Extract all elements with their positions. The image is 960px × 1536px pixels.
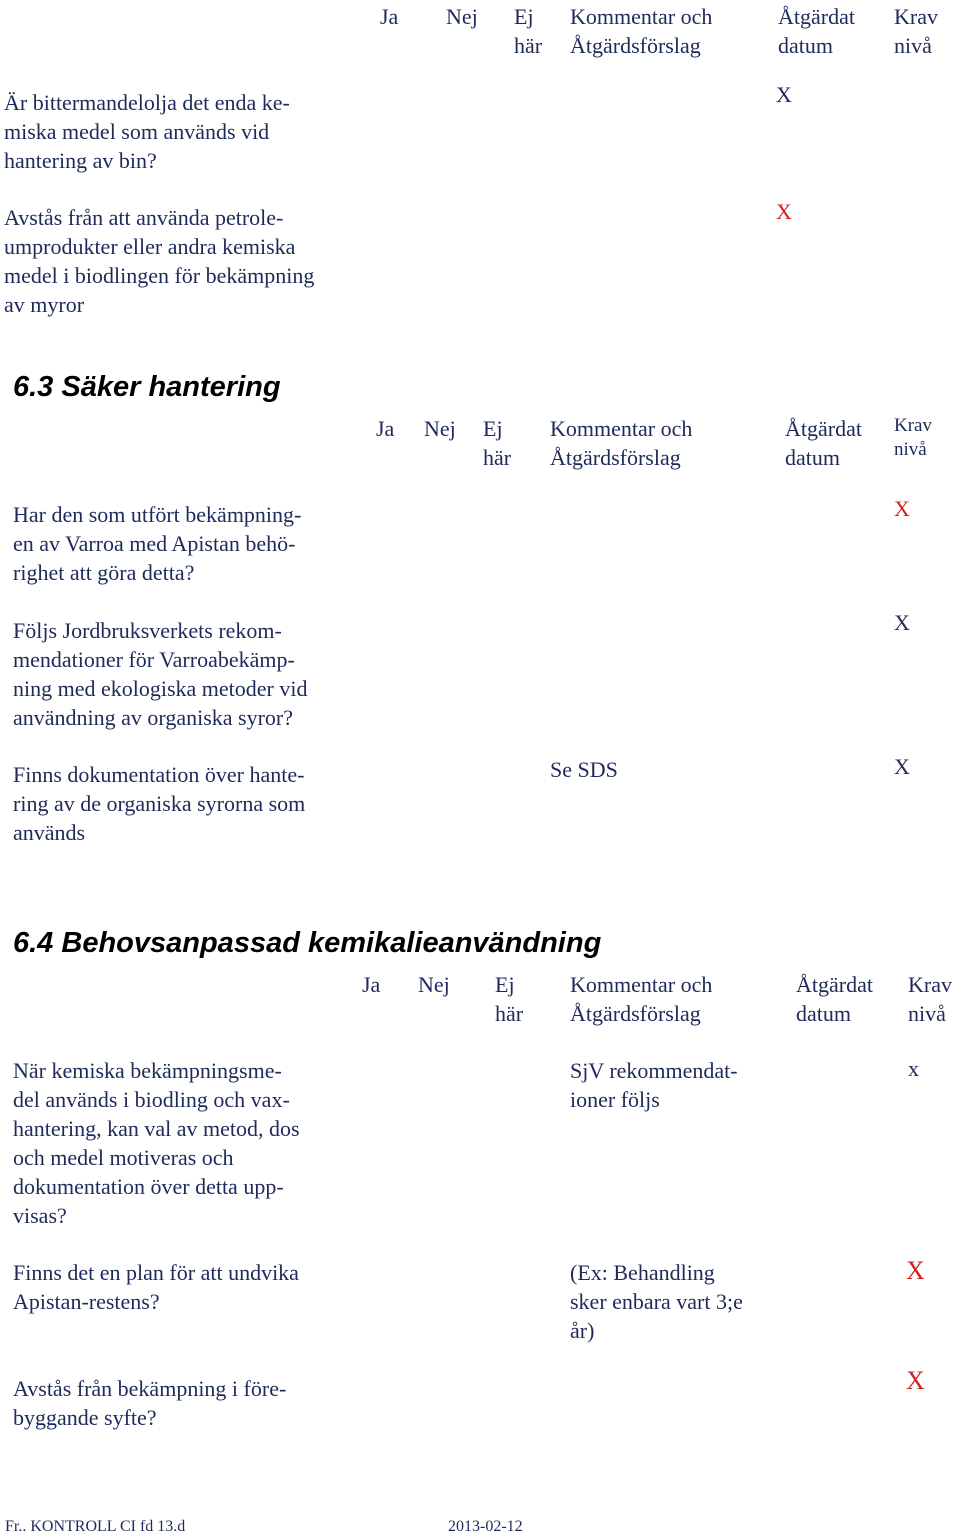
- section-6-4-row-1-mark: x: [908, 1056, 919, 1081]
- section-6-4-header-atgardat: Åtgärdat datum: [796, 972, 873, 1026]
- table1-row-1-mark: X: [776, 82, 792, 107]
- footer-left: Fr.. KONTROLL CI fd 13.d: [5, 1518, 186, 1535]
- section-6-3-header-nej: Nej: [424, 416, 456, 441]
- section-6-3-header-ja: Ja: [376, 416, 395, 441]
- section-6-4-header-krav: Krav nivå: [908, 972, 952, 1026]
- section-6-3-header-kommentar: Kommentar och Åtgärdsförslag: [550, 416, 693, 470]
- table1-header-ej-har: Ej här: [514, 4, 543, 58]
- table1-row-2-mark: X: [776, 199, 792, 224]
- table1-header-kommentar: Kommentar och Åtgärdsförslag: [570, 4, 713, 58]
- section-6-4-row-2-mark: X: [906, 1256, 925, 1285]
- section-6-3-row-1-question: Har den som utfört bekämpning- en av Varroa med Apistan behö- righet att göra detta?: [13, 502, 302, 585]
- table1-header-atgardat: Åtgärdat datum: [778, 4, 855, 58]
- section-6-4-header-ej-har: Ej här: [495, 972, 524, 1026]
- table1-header-ja: Ja: [380, 4, 399, 29]
- section-6-4-row-3-mark: X: [906, 1366, 925, 1395]
- table1-row-2-question: Avstås från att använda petrole- umprodukter eller andra kemiska medel i biodlingen för bekämpning av myror: [4, 205, 315, 317]
- section-6-3-row-3-mark: X: [894, 754, 910, 779]
- section-6-3-row-2-mark: X: [894, 610, 910, 635]
- footer-date: 2013-02-12: [448, 1518, 523, 1535]
- section-6-3-row-3-comment: Se SDS: [550, 757, 618, 782]
- section-6-3-header-atgardat: Åtgärdat datum: [785, 416, 862, 470]
- section-6-4-heading: 6.4 Behovsanpassad kemikalieanvändning: [13, 927, 602, 959]
- section-6-3-row-3-question: Finns dokumentation över hante- ring av de organiska syrorna som används: [13, 762, 306, 845]
- section-6-4-row-2-question: Finns det en plan för att undvika Apistan-restens?: [13, 1260, 299, 1314]
- section-6-3-header-ej-har: Ej här: [483, 416, 512, 470]
- section-6-3-heading: 6.3 Säker hantering: [13, 371, 281, 403]
- section-6-4-row-1-question: När kemiska bekämpningsme- del används i biodling och vax- hantering, kan val av metod, dos och medel motiveras och dokumentation över detta upp- visas?: [13, 1058, 300, 1228]
- section-6-4-header-kommentar: Kommentar och Åtgärdsförslag: [570, 972, 713, 1026]
- section-6-3-row-1-mark: X: [894, 496, 910, 521]
- table1-row-1-question: Är bittermandelolja det enda ke- miska medel som används vid hantering av bin?: [4, 90, 290, 173]
- table1-header-nej: Nej: [446, 4, 478, 29]
- section-6-4-row-3-question: Avstås från bekämpning i före- byggande syfte?: [13, 1376, 287, 1430]
- section-6-4-header-ja: Ja: [362, 972, 381, 997]
- section-6-4-row-2-comment: (Ex: Behandling sker enbara vart 3;e år): [570, 1260, 743, 1343]
- table1-header-krav: Krav nivå: [894, 4, 938, 58]
- section-6-3-row-2-question: Följs Jordbruksverkets rekom- mendationer för Varroabekämp- ning med ekologiska metoder vid användning av organiska syror?: [13, 618, 308, 730]
- section-6-4-header-nej: Nej: [418, 972, 450, 997]
- section-6-3-header-krav: Krav nivå: [894, 415, 932, 460]
- section-6-4-row-1-comment: SjV rekommendat- ioner följs: [570, 1058, 738, 1112]
